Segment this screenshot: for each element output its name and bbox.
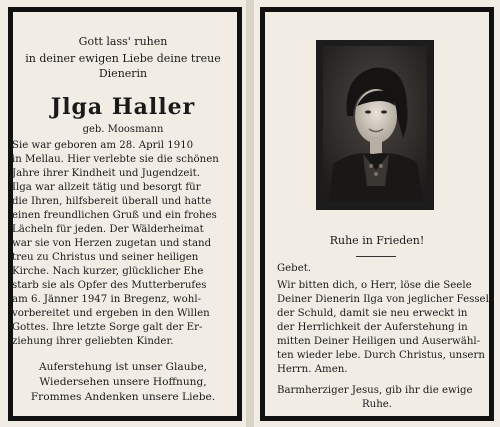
bio-line: Gottes. Ihre letzte Sorge galt der Er- [12, 322, 203, 333]
bio-line: ziehung ihrer geliebten Kinder. [12, 336, 174, 347]
maiden-name: geb. Moosmann [82, 124, 164, 135]
bio-line: Sie war geboren am 28. April 1910 [12, 140, 194, 151]
bio-line: am 6. Jänner 1947 in Bregenz, wohl- [12, 294, 202, 305]
divider [356, 256, 396, 257]
invocation-line: Barmherziger Jesus, gib ihr die ewige [277, 385, 473, 396]
deceased-name: Jlga Haller [50, 94, 196, 120]
prayer-line: der Herrlichkeit der Auferstehung in [277, 322, 468, 333]
bio-line: Jahre ihrer Kindheit und Jugendzeit. [12, 168, 200, 179]
bio-line: in Mellau. Hier verlebte sie die schönen [12, 154, 219, 165]
invocation-line-2: in deiner ewigen Liebe deine treue [25, 52, 221, 65]
prayer-line: Deiner Dienerin Ilga von jeglicher Fessel [277, 294, 489, 305]
prayer-line: der Schuld, damit sie neu erweckt in [277, 308, 468, 319]
rest-in-peace: Ruhe in Frieden! [329, 234, 425, 247]
portrait-image [323, 46, 427, 202]
verse-line-2: Wiedersehen unsere Hoffnung, [39, 376, 207, 388]
bio-line: einen freundlichen Gruß und ein frohes [12, 210, 217, 221]
bio-line: vorbereitet und ergeben in den Willen [12, 308, 210, 319]
bio-line: Lächeln für jeden. Der Wälderheimat [12, 224, 204, 235]
bio-line: Kirche. Nach kurzer, glücklicher Ehe [12, 266, 204, 277]
prayer-line: Herrn. Amen. [277, 364, 348, 375]
prayer-line: ten wieder lebe. Durch Christus, unsern [277, 350, 485, 361]
portrait-photo [316, 40, 434, 210]
invocation-end: Ruhe. [361, 399, 393, 410]
prayer-heading: Gebet. [277, 263, 312, 274]
prayer-line: Wir bitten dich, o Herr, löse die Seele [277, 280, 472, 291]
bio-line: die Ihren, hilfsbereit überall und hatte [12, 196, 212, 207]
invocation-line-3: Dienerin [98, 67, 148, 80]
bio-line: treu zu Christus und seiner heiligen [12, 252, 199, 263]
bio-line: war sie von Herzen zugetan und stand [12, 238, 212, 249]
prayer-line: mitten Deiner Heiligen und Auserwähl- [277, 336, 481, 347]
verse-line-3: Frommes Andenken unsere Liebe. [30, 391, 216, 403]
verse-line-1: Auferstehung ist unser Glaube, [39, 361, 207, 373]
bio-line: starb sie als Opfer des Mutterberufes [12, 280, 207, 291]
left-card [0, 0, 246, 427]
invocation-line-1: Gott lass' ruhen [78, 35, 168, 48]
bio-line: Ilga war allzeit tätig und besorgt für [12, 182, 201, 193]
